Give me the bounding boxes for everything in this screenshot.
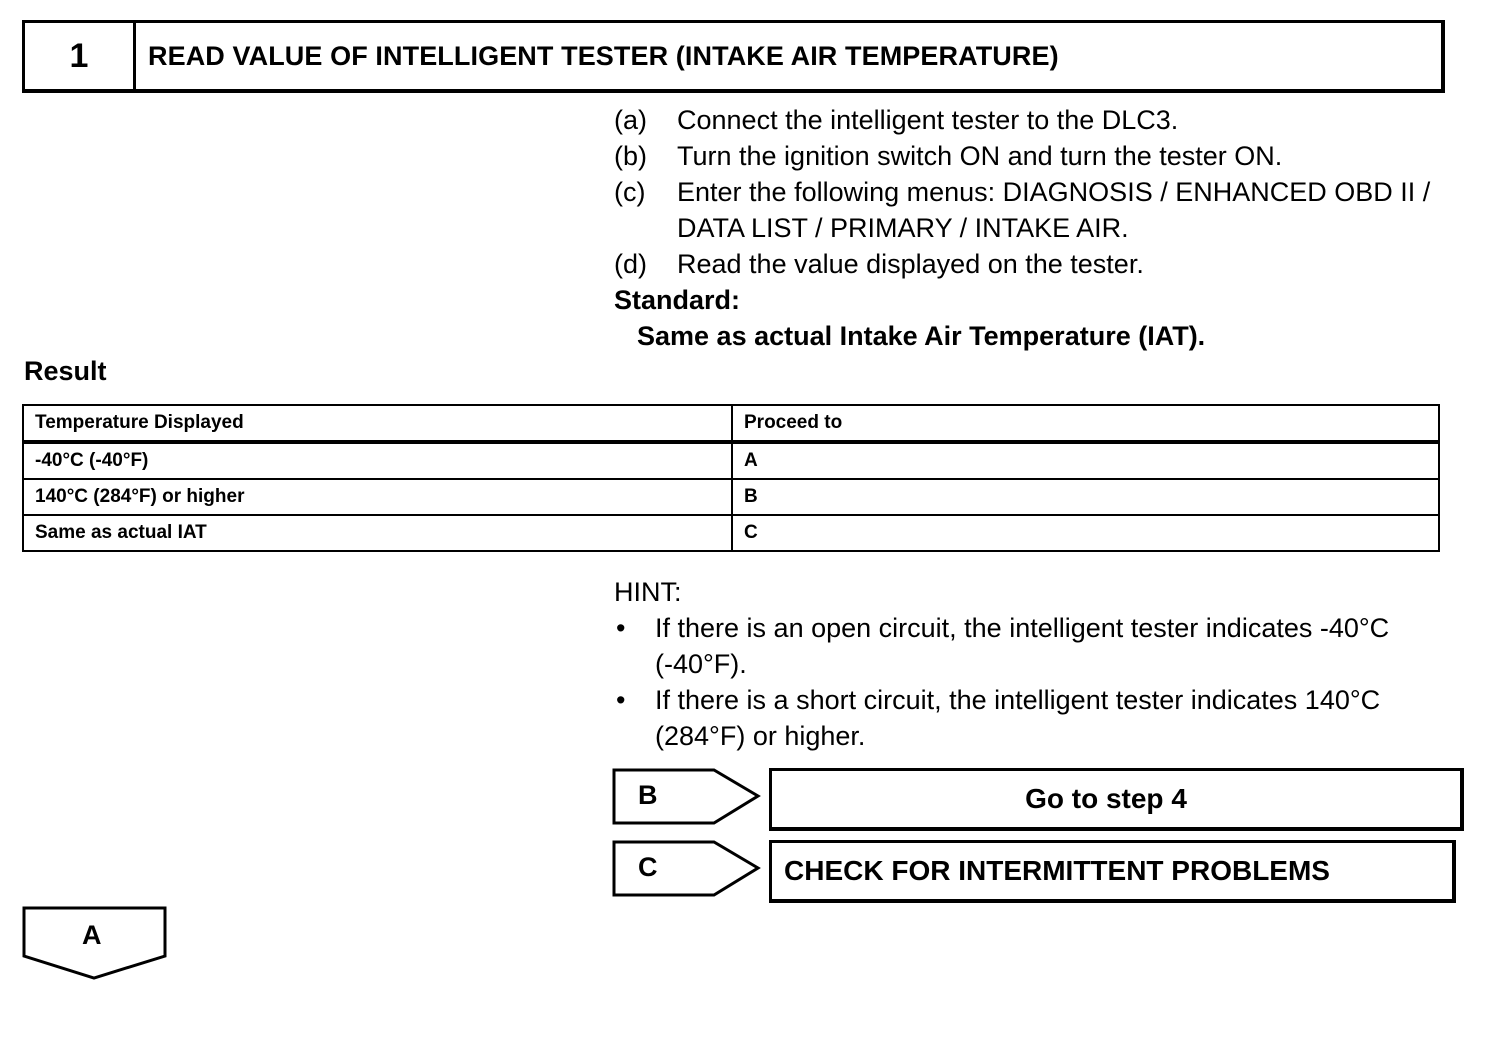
branch-target-text: Go to step 4 — [1025, 783, 1187, 814]
table-cell: B — [732, 479, 1439, 515]
branch-b-target[interactable] — [769, 768, 1464, 831]
branch-letter: A — [82, 920, 102, 950]
table-header-cell: Temperature Displayed — [23, 405, 732, 442]
branch-c-target[interactable] — [769, 840, 1456, 903]
table-cell: -40°C (-40°F) — [23, 442, 732, 479]
table-cell: A — [732, 442, 1439, 479]
bullet-icon: • — [616, 613, 626, 643]
instruction-item — [614, 102, 1434, 138]
instructions — [614, 102, 1434, 354]
instruction-text: Turn the ignition switch ON and turn the tester ON. — [677, 141, 1283, 171]
branch-a-arrow[interactable] — [22, 906, 168, 982]
hint-label: HINT: — [614, 577, 682, 607]
standard-label: Standard: — [614, 285, 741, 315]
instruction-text: Connect the intelligent tester to the DLC3. — [677, 105, 1179, 135]
instruction-text: Read the value displayed on the tester. — [677, 249, 1144, 279]
hint-text: If there is an open circuit, the intelligent tester indicates -40°C (-40°F). — [655, 613, 1390, 679]
right-arrow-icon — [612, 840, 762, 898]
step-title: READ VALUE OF INTELLIGENT TESTER (INTAKE AIR TEMPERATURE) — [148, 40, 1059, 71]
instruction-item — [614, 174, 1434, 246]
instruction-item — [614, 246, 1434, 282]
hint — [614, 574, 1434, 754]
table-header-row — [23, 405, 1439, 442]
instruction-label: (d) — [614, 249, 647, 279]
result-table — [22, 404, 1440, 552]
instruction-item — [614, 138, 1434, 174]
branch-letter: B — [638, 780, 658, 810]
table-cell: C — [732, 515, 1439, 551]
instruction-label: (c) — [614, 177, 646, 207]
table-row — [23, 515, 1439, 551]
hint-item — [614, 682, 1434, 754]
standard-text: Same as actual Intake Air Temperature (IAT). — [637, 321, 1206, 351]
bullet-icon: • — [616, 685, 626, 715]
right-arrow-icon — [612, 768, 762, 826]
table-row — [23, 479, 1439, 515]
instruction-label: (a) — [614, 105, 647, 135]
table-cell: Same as actual IAT — [23, 515, 732, 551]
table-header-cell: Proceed to — [732, 405, 1439, 442]
step-number: 1 — [25, 23, 136, 89]
instruction-text: Enter the following menus: DIAGNOSIS / ENHANCED OBD II / DATA LIST / PRIMARY / INTAKE AIR. — [677, 177, 1431, 243]
branch-target-text: CHECK FOR INTERMITTENT PROBLEMS — [784, 855, 1330, 886]
step-header — [22, 20, 1445, 93]
table-row — [23, 442, 1439, 479]
branch-b-arrow[interactable] — [612, 768, 762, 826]
branch-c-arrow[interactable] — [612, 840, 762, 898]
result-label: Result — [24, 356, 107, 386]
table-cell: 140°C (284°F) or higher — [23, 479, 732, 515]
hint-item — [614, 610, 1434, 682]
branch-letter: C — [638, 852, 658, 882]
instruction-label: (b) — [614, 141, 647, 171]
hint-text: If there is a short circuit, the intelligent tester indicates 140°C (284°F) or higher. — [655, 685, 1381, 751]
